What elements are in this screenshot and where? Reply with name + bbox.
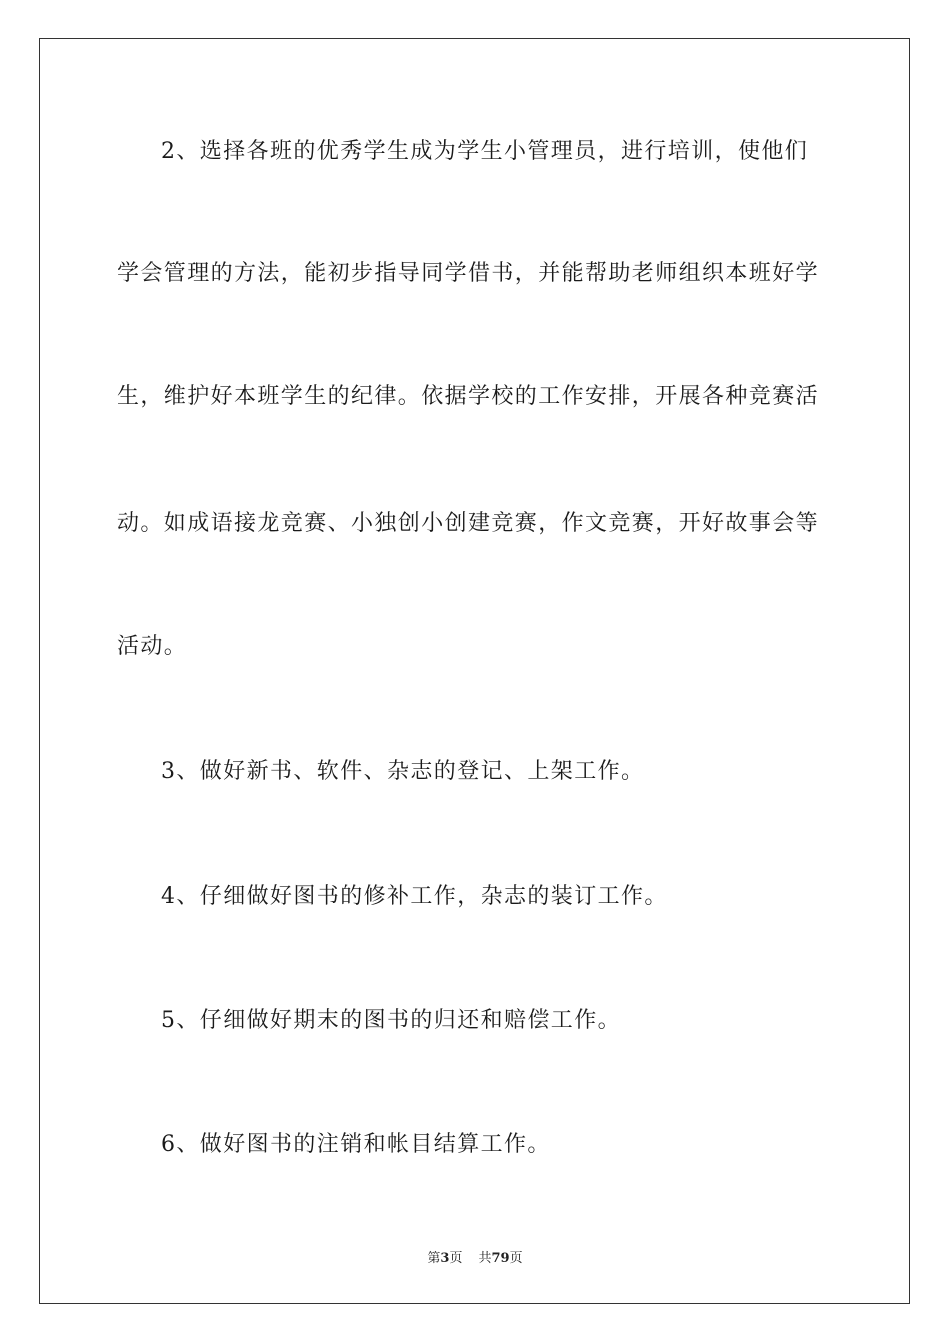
paragraph-3: 3、做好新书、软件、杂志的登记、上架工作。 [161,759,645,784]
page-border [39,38,910,1304]
page-footer [0,1247,950,1266]
paragraph-4: 4、仔细做好图书的修补工作，杂志的装订工作。 [161,884,668,909]
paragraph-2-line-4: 动。如成语接龙竞赛、小独创小创建竞赛，作文竞赛，开好故事会等 [117,511,820,536]
paragraph-2-line-1: 2、选择各班的优秀学生成为学生小管理员，进行培训，使他们 [161,139,809,164]
page-current: 3 [440,1251,450,1266]
paragraph-2-line-5: 活动。 [117,634,188,659]
page-total: 79 [491,1251,510,1266]
page-prefix: 第 [427,1251,441,1266]
paragraph-5: 5、仔细做好期末的图书的归还和赔偿工作。 [161,1008,621,1033]
paragraph-2-line-3: 生，维护好本班学生的纪律。依据学校的工作安排，开展各种竞赛活 [117,384,820,409]
total-suffix: 页 [509,1251,523,1266]
page-suffix: 页 [449,1251,463,1266]
paragraph-2-line-2: 学会管理的方法，能初步指导同学借书，并能帮助老师组织本班好学 [117,261,820,286]
paragraph-6: 6、做好图书的注销和帐目结算工作。 [161,1132,551,1157]
total-prefix: 共 [478,1251,492,1266]
